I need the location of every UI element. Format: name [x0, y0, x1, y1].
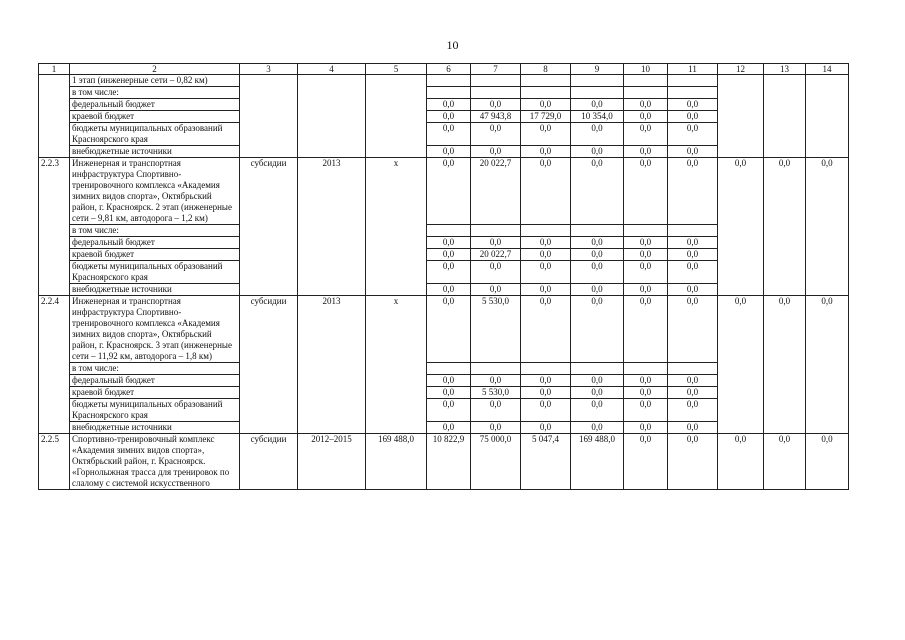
column-header: 13	[764, 64, 806, 75]
source-label: краевой бюджет	[70, 387, 240, 399]
value-cell: 0,0	[427, 387, 471, 399]
table-row	[39, 75, 849, 87]
item-name: Спортивно-тренировочный комплекс «Академия зимних видов спорта», Октябрьский район, г. Красноярск. «Горнолыжная трасса для тренировок по слалому с системой искусственного	[70, 434, 240, 490]
value-cell	[471, 363, 521, 375]
value-cell	[521, 75, 571, 87]
value-cell: 5 530,0	[471, 387, 521, 399]
value-cell	[427, 87, 471, 99]
value-cell: 0,0	[427, 422, 471, 434]
total-cost: 169 488,0	[366, 434, 427, 490]
column-header: 14	[806, 64, 849, 75]
value-cell: 0,0	[624, 146, 668, 158]
total-cost: х	[366, 158, 427, 296]
value-cell: 0,0	[624, 422, 668, 434]
source-label: внебюджетные источники	[70, 284, 240, 296]
value-cell: 0,0	[471, 146, 521, 158]
value-cell: 0,0	[571, 99, 624, 111]
value-cell	[624, 87, 668, 99]
value-cell: 0,0	[471, 284, 521, 296]
value-cell: 0,0	[668, 261, 718, 284]
value-cell: 0,0	[521, 99, 571, 111]
value-cell: 0,0	[427, 296, 471, 363]
value-cell	[571, 225, 624, 237]
value-cell: 0,0	[471, 237, 521, 249]
value-cell: 0,0	[571, 146, 624, 158]
value-cell: 0,0	[624, 284, 668, 296]
value-cell: 0,0	[571, 422, 624, 434]
value-cell	[624, 363, 668, 375]
value-cell	[471, 87, 521, 99]
value-cell: 0,0	[624, 158, 668, 225]
row-number	[39, 75, 70, 158]
value-cell: 0,0	[624, 296, 668, 363]
value-cell: 0,0	[624, 434, 668, 490]
value-cell: 0,0	[471, 261, 521, 284]
value-cell: 0,0	[806, 158, 849, 296]
value-cell: 0,0	[521, 261, 571, 284]
years: 2013	[298, 296, 366, 434]
item-row	[39, 158, 849, 225]
value-cell	[471, 225, 521, 237]
funding-type: субсидии	[240, 158, 298, 296]
value-cell: 0,0	[668, 249, 718, 261]
value-cell: 0,0	[521, 399, 571, 422]
value-cell	[571, 87, 624, 99]
value-cell: 0,0	[718, 296, 764, 434]
value-cell: 0,0	[668, 146, 718, 158]
value-cell: 0,0	[521, 158, 571, 225]
value-cell: 0,0	[427, 249, 471, 261]
source-label: внебюджетные источники	[70, 422, 240, 434]
value-cell: 0,0	[624, 399, 668, 422]
column-header: 4	[298, 64, 366, 75]
value-cell: 0,0	[624, 375, 668, 387]
value-cell	[521, 225, 571, 237]
value-cell: 5 047,4	[521, 434, 571, 490]
value-cell: 0,0	[718, 158, 764, 296]
value-cell: 0,0	[471, 123, 521, 146]
value-cell: 10 354,0	[571, 111, 624, 123]
value-cell: 0,0	[571, 375, 624, 387]
value-cell: 0,0	[624, 387, 668, 399]
value-cell: 0,0	[668, 422, 718, 434]
value-cell: 0,0	[521, 123, 571, 146]
value-cell: 0,0	[668, 434, 718, 490]
value-cell	[521, 87, 571, 99]
value-cell: 0,0	[624, 237, 668, 249]
value-cell	[668, 225, 718, 237]
column-header: 8	[521, 64, 571, 75]
value-cell	[668, 87, 718, 99]
years: 2013	[298, 158, 366, 296]
value-cell: 0,0	[521, 237, 571, 249]
value-cell: 0,0	[668, 296, 718, 363]
funding-type: субсидии	[240, 434, 298, 490]
source-label: федеральный бюджет	[70, 99, 240, 111]
value-cell: 0,0	[668, 237, 718, 249]
value-cell	[571, 75, 624, 87]
value-cell: 0,0	[668, 158, 718, 225]
value-cell: 0,0	[668, 99, 718, 111]
value-cell: 0,0	[471, 399, 521, 422]
value-cell: 0,0	[624, 249, 668, 261]
column-header: 11	[668, 64, 718, 75]
column-header: 5	[366, 64, 427, 75]
item-row	[39, 296, 849, 363]
source-label: в том числе:	[70, 225, 240, 237]
source-label: в том числе:	[70, 363, 240, 375]
value-cell: 0,0	[668, 284, 718, 296]
value-cell: 0,0	[668, 399, 718, 422]
value-cell	[427, 225, 471, 237]
value-cell: 0,0	[521, 296, 571, 363]
source-label: в том числе:	[70, 87, 240, 99]
value-cell: 0,0	[521, 422, 571, 434]
value-cell: 17 729,0	[521, 111, 571, 123]
value-cell: 0,0	[668, 111, 718, 123]
value-cell	[427, 75, 471, 87]
value-cell: 0,0	[806, 434, 849, 490]
row-number: 2.2.5	[39, 434, 70, 490]
item-name: Инженерная и транспортная инфраструктура Спортивно-тренировочного комплекса «Академия зимних видов спорта», Октябрьский район, г. Красноярск. 2 этап (инженерные сети – 9,81 км, автодорога – 1,2 км)	[70, 158, 240, 225]
value-cell: 0,0	[571, 296, 624, 363]
value-cell: 0,0	[668, 387, 718, 399]
value-cell	[521, 363, 571, 375]
value-cell: 0,0	[806, 296, 849, 434]
item-row	[39, 434, 849, 490]
total-cost: х	[366, 296, 427, 434]
total-cost	[366, 75, 427, 158]
row-number: 2.2.4	[39, 296, 70, 434]
source-label: бюджеты муниципальных образований Красноярского края	[70, 123, 240, 146]
value-cell: 0,0	[571, 284, 624, 296]
source-label: бюджеты муниципальных образований Красноярского края	[70, 399, 240, 422]
years: 2012–2015	[298, 434, 366, 490]
value-cell: 0,0	[521, 387, 571, 399]
value-cell: 20 022,7	[471, 158, 521, 225]
value-cell: 0,0	[521, 284, 571, 296]
value-cell: 0,0	[571, 237, 624, 249]
value-cell: 0,0	[571, 249, 624, 261]
source-label: федеральный бюджет	[70, 375, 240, 387]
value-cell: 0,0	[624, 111, 668, 123]
value-cell: 0,0	[427, 158, 471, 225]
value-cell: 0,0	[571, 387, 624, 399]
value-cell	[624, 75, 668, 87]
value-cell: 0,0	[571, 261, 624, 284]
value-cell	[471, 75, 521, 87]
value-cell	[718, 75, 764, 158]
value-cell: 0,0	[427, 111, 471, 123]
value-cell: 5 530,0	[471, 296, 521, 363]
column-header: 12	[718, 64, 764, 75]
value-cell: 0,0	[764, 434, 806, 490]
source-label: федеральный бюджет	[70, 237, 240, 249]
value-cell: 0,0	[668, 123, 718, 146]
column-header: 10	[624, 64, 668, 75]
value-cell: 10 822,9	[427, 434, 471, 490]
value-cell: 0,0	[427, 284, 471, 296]
value-cell: 0,0	[427, 399, 471, 422]
page-number: 10	[446, 38, 459, 52]
value-cell: 0,0	[471, 422, 521, 434]
value-cell: 0,0	[427, 123, 471, 146]
value-cell	[668, 363, 718, 375]
value-cell: 0,0	[718, 434, 764, 490]
source-label: внебюджетные источники	[70, 146, 240, 158]
value-cell: 0,0	[571, 123, 624, 146]
value-cell	[427, 363, 471, 375]
column-header: 2	[70, 64, 240, 75]
value-cell: 0,0	[624, 261, 668, 284]
column-header: 3	[240, 64, 298, 75]
value-cell: 0,0	[571, 399, 624, 422]
value-cell: 20 022,7	[471, 249, 521, 261]
value-cell: 0,0	[624, 123, 668, 146]
value-cell	[764, 75, 806, 158]
value-cell: 0,0	[427, 146, 471, 158]
value-cell: 0,0	[764, 296, 806, 434]
value-cell: 75 000,0	[471, 434, 521, 490]
source-label: краевой бюджет	[70, 111, 240, 123]
value-cell: 0,0	[571, 158, 624, 225]
value-cell: 0,0	[471, 99, 521, 111]
item-name: 1 этап (инженерные сети – 0,82 км)	[70, 75, 240, 87]
value-cell: 0,0	[521, 249, 571, 261]
column-header: 7	[471, 64, 521, 75]
column-header: 6	[427, 64, 471, 75]
value-cell: 47 943,8	[471, 111, 521, 123]
value-cell	[571, 363, 624, 375]
row-number: 2.2.3	[39, 158, 70, 296]
value-cell: 169 488,0	[571, 434, 624, 490]
value-cell: 0,0	[427, 375, 471, 387]
years	[298, 75, 366, 158]
value-cell: 0,0	[427, 237, 471, 249]
source-label: бюджеты муниципальных образований Красноярского края	[70, 261, 240, 284]
header-row	[39, 64, 849, 75]
value-cell: 0,0	[668, 375, 718, 387]
program-table	[38, 63, 849, 490]
value-cell: 0,0	[521, 375, 571, 387]
funding-type: субсидии	[240, 296, 298, 434]
value-cell: 0,0	[624, 99, 668, 111]
value-cell	[624, 225, 668, 237]
value-cell: 0,0	[427, 99, 471, 111]
value-cell: 0,0	[471, 375, 521, 387]
value-cell	[806, 75, 849, 158]
value-cell: 0,0	[521, 146, 571, 158]
item-name: Инженерная и транспортная инфраструктура Спортивно-тренировочного комплекса «Академия зимних видов спорта», Октябрьский район, г. Красноярск. 3 этап (инженерные сети – 11,92 км, автодорога – 1,8 км)	[70, 296, 240, 363]
value-cell: 0,0	[764, 158, 806, 296]
column-header: 1	[39, 64, 70, 75]
source-label: краевой бюджет	[70, 249, 240, 261]
value-cell: 0,0	[427, 261, 471, 284]
column-header: 9	[571, 64, 624, 75]
funding-type	[240, 75, 298, 158]
value-cell	[668, 75, 718, 87]
